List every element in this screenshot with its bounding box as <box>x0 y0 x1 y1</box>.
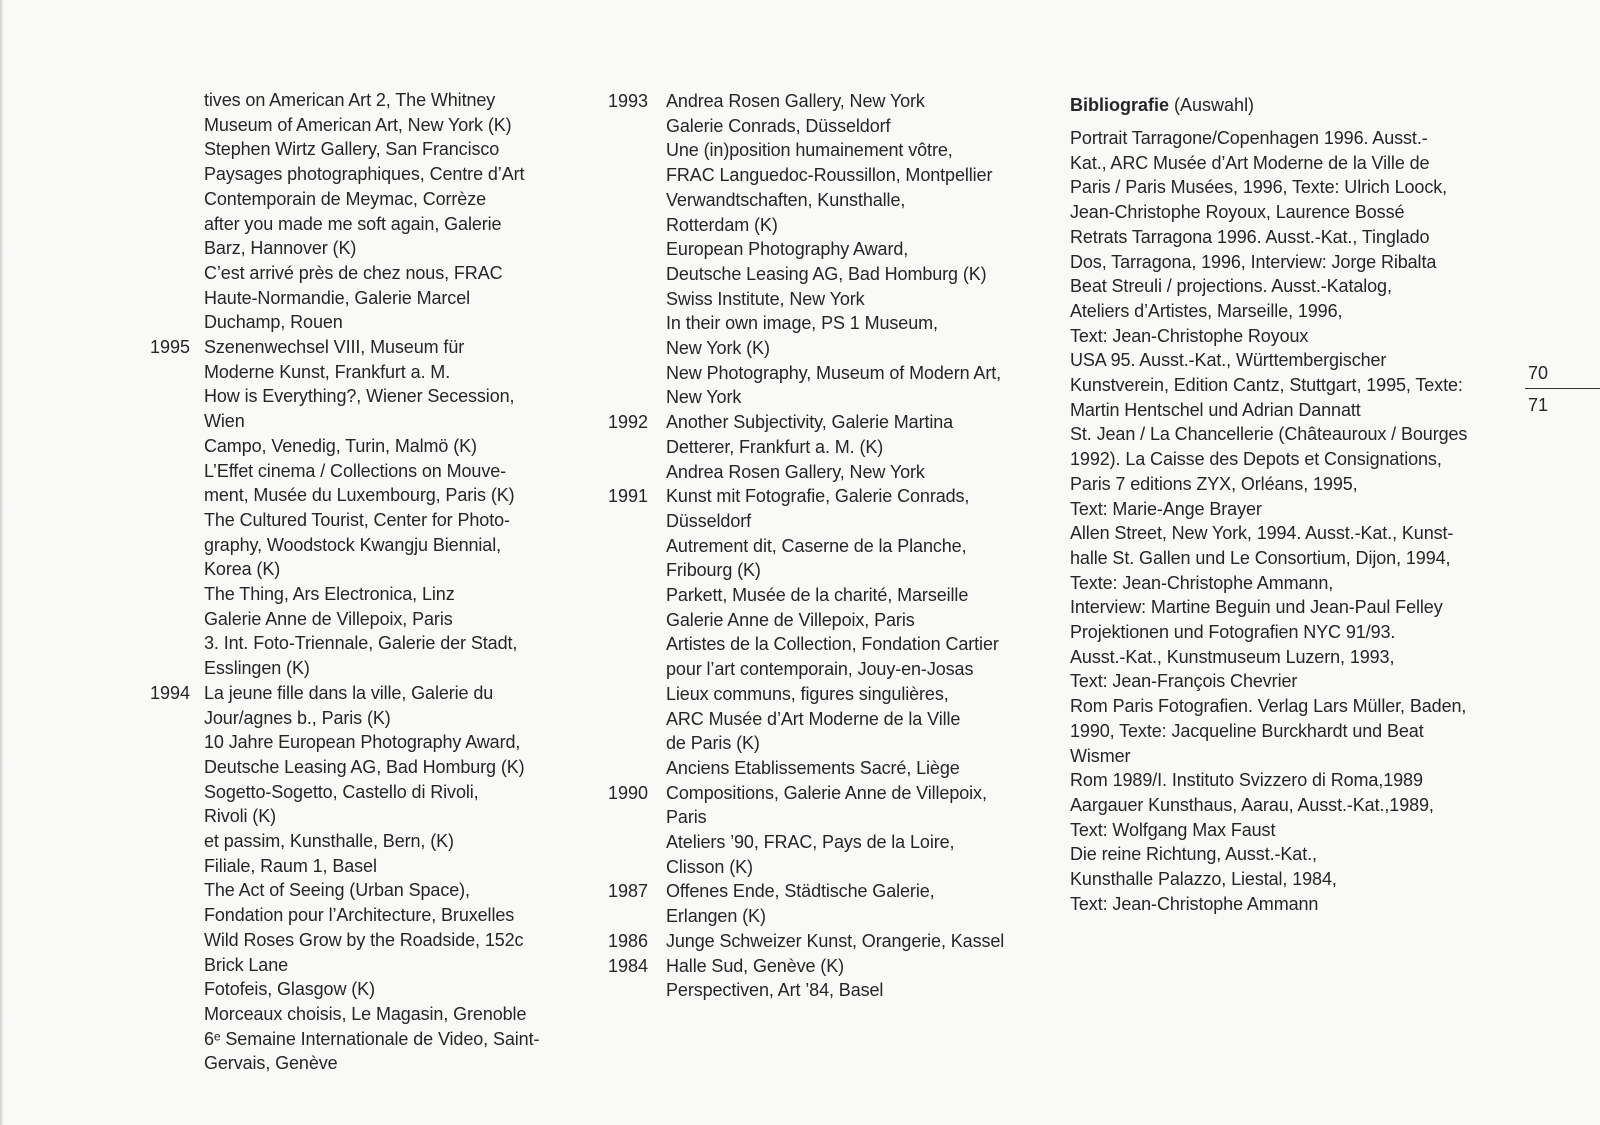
bibliography-line: halle St. Gallen und Le Consortium, Dijon, 1994, <box>1070 547 1451 568</box>
exhibition-line: Wien <box>204 411 245 432</box>
exhibition-line: Compositions, Galerie Anne de Villepoix, <box>666 782 987 803</box>
exhibition-line: graphy, Woodstock Kwangju Biennial, <box>204 534 502 555</box>
bibliography-line: Ateliers d’Artistes, Marseille, 1996, <box>1070 300 1343 321</box>
exhibition-line: Galerie Anne de Villepoix, Paris <box>204 608 453 629</box>
exhibition-line: New Photography, Museum of Modern Art, <box>666 362 1002 383</box>
bibliography-line: St. Jean / La Chancellerie (Châteauroux / Bourges <box>1070 424 1468 445</box>
exhibition-line: Stephen Wirtz Gallery, San Francisco <box>204 139 500 160</box>
exhibition-line: Deutsche Leasing AG, Bad Homburg (K) <box>666 263 987 284</box>
exhibition-line: Rotterdam (K) <box>666 214 778 235</box>
exhibition-line: Erlangen (K) <box>666 906 766 927</box>
exhibition-line: Paris <box>666 807 707 828</box>
exhibition-line: L’Effet cinema / Collections on Mouve- <box>204 460 507 481</box>
exhibition-line: ment, Musée du Luxembourg, Paris (K) <box>204 485 515 506</box>
bibliography-line: Dos, Tarragona, 1996, Interview: Jorge Ribalta <box>1070 251 1437 272</box>
bibliography-line: Kunsthalle Palazzo, Liestal, 1984, <box>1070 869 1337 889</box>
exhibition-line: after you made me soft again, Galerie <box>204 213 502 234</box>
exhibition-line: Another Subjectivity, Galerie Martina <box>666 412 954 433</box>
exhibition-year: 1994 <box>150 682 191 703</box>
exhibition-line: The Cultured Tourist, Center for Photo- <box>204 509 510 530</box>
exhibition-year: 1984 <box>608 955 649 976</box>
exhibition-line: ARC Musée d’Art Moderne de la Ville <box>666 708 961 729</box>
bibliography-line: Projektionen und Fotografien NYC 91/93. <box>1070 622 1396 642</box>
bibliography-line: Paris / Paris Musées, 1996, Texte: Ulrich Loock, <box>1070 177 1448 198</box>
page-number-divider <box>1525 388 1600 389</box>
bibliography-title: Bibliografie <box>1070 95 1170 115</box>
exhibition-line: Galerie Anne de Villepoix, Paris <box>666 609 915 630</box>
exhibition-line: C’est arrivé près de chez nous, FRAC <box>204 262 503 283</box>
bibliography-line: Rom 1989/I. Instituto Svizzero di Roma,1989 <box>1070 770 1423 791</box>
exhibition-line: pour l’art contemporain, Jouy-en-Josas <box>666 659 974 680</box>
exhibition-line: Halle Sud, Genève (K) <box>666 955 844 976</box>
bibliography-line: Text: Jean-Christophe Ammann <box>1070 893 1319 914</box>
bibliography-line: Aargauer Kunsthaus, Aarau, Ausst.-Kat.,1989, <box>1070 794 1434 815</box>
exhibition-year: 1991 <box>608 486 649 507</box>
exhibition-line: Paysages photographiques, Centre d’Art <box>204 164 525 185</box>
bibliography-line: Ausst.-Kat., Kunstmuseum Luzern, 1993, <box>1070 646 1395 667</box>
bibliography-subtitle: (Auswahl) <box>1174 95 1255 115</box>
bibliography-line: Die reine Richtung, Ausst.-Kat., <box>1070 844 1317 865</box>
exhibition-line: Verwandtschaften, Kunsthalle, <box>666 189 906 210</box>
page-edge-shadow <box>0 0 4 1125</box>
exhibition-line: Filiale, Raum 1, Basel <box>204 855 377 876</box>
exhibition-line: Fotofeis, Glasgow (K) <box>204 979 375 1000</box>
exhibition-line: Korea (K) <box>204 559 281 580</box>
exhibition-year: 1986 <box>608 930 649 951</box>
exhibition-line: Parkett, Musée de la charité, Marseille <box>666 585 969 605</box>
exhibition-line: 3. Int. Foto-Triennale, Galerie der Stadt, <box>204 633 518 654</box>
exhibition-year: 1993 <box>608 91 649 111</box>
bibliography-line: USA 95. Ausst.-Kat., Württembergischer <box>1070 350 1387 371</box>
exhibition-line: Wild Roses Grow by the Roadside, 152c <box>204 929 524 950</box>
exhibition-line: Autrement dit, Caserne de la Planche, <box>666 535 967 556</box>
exhibition-line: Museum of American Art, New York (K) <box>204 114 512 135</box>
exhibition-line: Junge Schweizer Kunst, Orangerie, Kassel <box>666 930 1005 951</box>
exhibition-line: Gervais, Genève <box>204 1053 338 1074</box>
bibliography-line: Wismer <box>1070 745 1131 766</box>
exhibition-year: 1990 <box>608 782 649 803</box>
bibliography-line: Kat., ARC Musée d’Art Moderne de la Ville de <box>1070 152 1430 173</box>
page-number-right: 71 <box>1528 395 1549 415</box>
exhibition-line: New York <box>666 387 742 408</box>
exhibition-line: et passim, Kunsthalle, Bern, (K) <box>204 831 454 851</box>
exhibition-line: In their own image, PS 1 Museum, <box>666 313 938 334</box>
exhibition-line: Offenes Ende, Städtische Galerie, <box>666 881 935 902</box>
exhibition-line: Andrea Rosen Gallery, New York <box>666 461 925 482</box>
bibliography-line: Text: Wolfgang Max Faust <box>1070 819 1276 840</box>
exhibition-line: Deutsche Leasing AG, Bad Homburg (K) <box>204 756 525 777</box>
exhibition-line: Kunst mit Fotografie, Galerie Conrads, <box>666 486 970 507</box>
bibliography-line: 1992). La Caisse des Depots et Consignations, <box>1070 449 1442 470</box>
exhibition-line: Rivoli (K) <box>204 806 277 827</box>
exhibition-line: European Photography Award, <box>666 239 909 260</box>
bibliography-line: Texte: Jean-Christophe Ammann, <box>1070 572 1334 593</box>
exhibition-line: The Act of Seeing (Urban Space), <box>204 880 470 901</box>
exhibition-line: How is Everything?, Wiener Secession, <box>204 386 515 407</box>
bibliography-line: Beat Streuli / projections. Ausst.-Katalog, <box>1070 276 1392 297</box>
exhibition-line: Artistes de la Collection, Fondation Cartier <box>666 634 999 655</box>
exhibition-line: Lieux communs, figures singulières, <box>666 683 949 704</box>
exhibition-year: 1987 <box>608 881 649 902</box>
bibliography-line: Paris 7 editions ZYX, Orléans, 1995, <box>1070 473 1358 494</box>
bibliography-line: Text: Jean-François Chevrier <box>1070 671 1298 692</box>
exhibition-line: FRAC Languedoc-Roussillon, Montpellier <box>666 165 993 186</box>
exhibition-line: tives on American Art 2, The Whitney <box>204 90 496 110</box>
exhibition-line: Fribourg (K) <box>666 560 761 581</box>
exhibition-line: Andrea Rosen Gallery, New York <box>666 91 925 111</box>
exhibition-year: 1992 <box>608 412 649 433</box>
bibliography-line: Jean-Christophe Royoux, Laurence Bossé <box>1070 202 1405 223</box>
exhibition-line: Detterer, Frankfurt a. M. (K) <box>666 436 884 457</box>
bibliography-line: Portrait Tarragone/Copenhagen 1996. Ausst.- <box>1070 128 1428 148</box>
exhibition-line: Duchamp, Rouen <box>204 312 343 333</box>
bibliography-line: Rom Paris Fotografien. Verlag Lars Müller, Baden, <box>1070 696 1467 717</box>
exhibition-line: 10 Jahre European Photography Award, <box>204 732 521 753</box>
exhibition-line: Sogetto-Sogetto, Castello di Rivoli, <box>204 781 479 802</box>
exhibition-line: 6ᵉ Semaine Internationale de Video, Saint- <box>204 1028 540 1049</box>
exhibition-line: Anciens Etablissements Sacré, Liège <box>666 757 960 778</box>
exhibition-line: Ateliers ’90, FRAC, Pays de la Loire, <box>666 832 955 852</box>
bibliography-heading <box>1070 93 1254 117</box>
exhibition-year: 1995 <box>150 337 191 357</box>
exhibition-line: de Paris (K) <box>666 733 760 754</box>
bibliography-line: Martin Hentschel und Adrian Dannatt <box>1070 399 1361 420</box>
page-number-left: 70 <box>1528 363 1549 383</box>
exhibition-line: Szenenwechsel VIII, Museum für <box>204 337 465 357</box>
exhibition-line: The Thing, Ars Electronica, Linz <box>204 584 455 604</box>
exhibition-line: Brick Lane <box>204 954 289 975</box>
bibliography-line: Text: Marie-Ange Brayer <box>1070 498 1262 519</box>
exhibition-line: Clisson (K) <box>666 856 753 877</box>
exhibition-line: Une (in)position humainement vôtre, <box>666 140 953 161</box>
bibliography-line: Text: Jean-Christophe Royoux <box>1070 325 1309 346</box>
exhibition-line: Campo, Venedig, Turin, Malmö (K) <box>204 435 477 456</box>
exhibition-line: Esslingen (K) <box>204 658 310 679</box>
exhibition-line: Jour/agnes b., Paris (K) <box>204 707 391 728</box>
exhibition-line: Düsseldorf <box>666 510 752 531</box>
bibliography-line: Allen Street, New York, 1994. Ausst.-Kat., Kunst- <box>1070 523 1454 544</box>
bibliography-line: Retrats Tarragona 1996. Ausst.-Kat., Tinglado <box>1070 226 1430 247</box>
exhibition-line: Perspectiven, Art ’84, Basel <box>666 980 884 1001</box>
exhibition-line: Haute-Normandie, Galerie Marcel <box>204 287 471 308</box>
exhibition-line: New York (K) <box>666 338 770 358</box>
bibliography-line: 1990, Texte: Jacqueline Burckhardt und Beat <box>1070 720 1424 741</box>
exhibition-line: Barz, Hannover (K) <box>204 238 357 259</box>
exhibition-line: Contemporain de Meymac, Corrèze <box>204 188 487 209</box>
exhibition-line: Fondation pour l’Architecture, Bruxelles <box>204 905 515 926</box>
exhibition-line: Moderne Kunst, Frankfurt a. M. <box>204 361 451 382</box>
exhibition-line: Swiss Institute, New York <box>666 288 865 309</box>
exhibition-line: Morceaux choisis, Le Magasin, Grenoble <box>204 1003 527 1024</box>
bibliography-line: Kunstverein, Edition Cantz, Stuttgart, 1995, Texte: <box>1070 375 1463 395</box>
bibliography-line: Interview: Martine Beguin und Jean-Paul Felley <box>1070 597 1443 618</box>
exhibition-line: Galerie Conrads, Düsseldorf <box>666 115 891 136</box>
exhibition-line: La jeune fille dans la ville, Galerie du <box>204 682 494 703</box>
